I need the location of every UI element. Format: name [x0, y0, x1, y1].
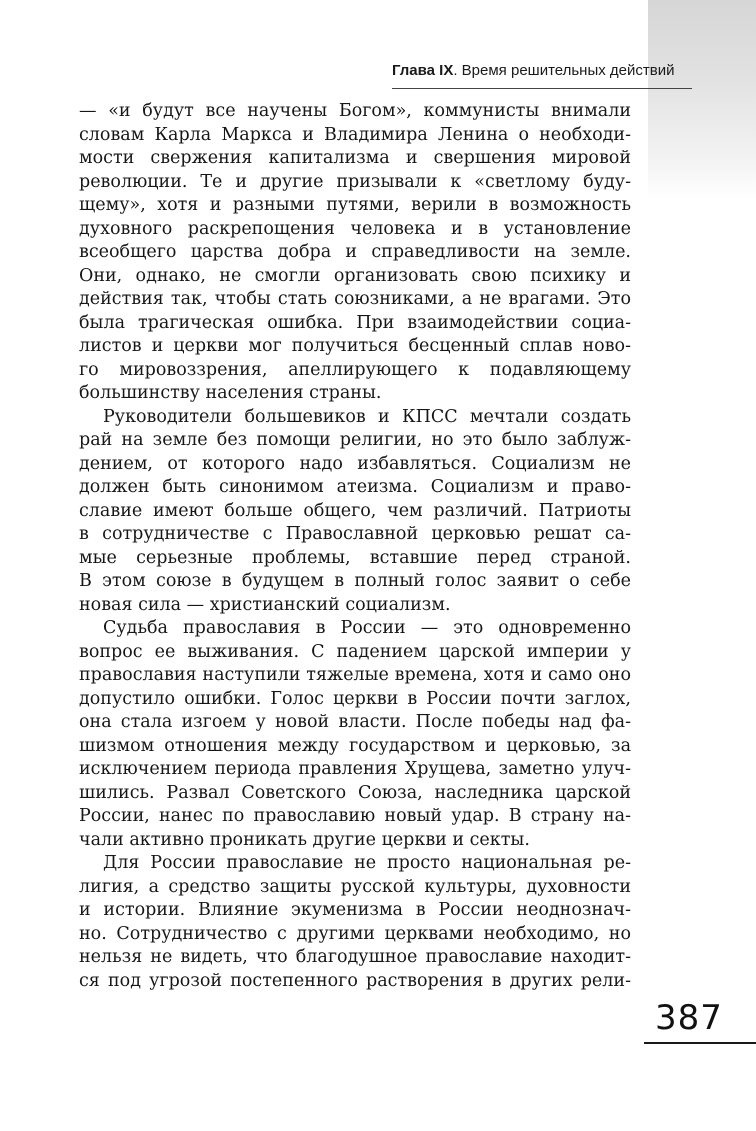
text-line: листов и церкви мог получиться бесценный сплав ново-	[79, 336, 631, 356]
text-line: должен быть синонимом атеизма. Социализм и право-	[79, 477, 631, 497]
text-line: чали активно проникать другие церкви и секты.	[79, 829, 530, 850]
text-line: духовного раскрепощения человека и в установление	[79, 218, 631, 239]
running-header	[392, 62, 692, 79]
page-number-rule	[644, 1042, 756, 1044]
text-line: была трагическая ошибка. При взаимодействии социа-	[79, 312, 631, 333]
paragraph	[79, 852, 631, 993]
text-line: новая сила — христианский социализм.	[79, 594, 451, 615]
text-line: действия так, чтобы стать союзниками, а не врагами. Это	[79, 289, 631, 309]
text-line: щему», хотя и разными путями, верили в возможность	[79, 195, 631, 215]
text-line: лигия, а средство защиты русской культуры, духовности	[79, 876, 631, 897]
text-line: Для России православие не просто национальная ре-	[103, 853, 631, 873]
text-line: Руководители большевиков и КПСС мечтали создать	[103, 406, 631, 427]
text-line: ся под угрозой постепенного растворения в других рели-	[79, 970, 631, 991]
text-line: православия наступили тяжелые времена, хотя и само оно	[79, 665, 631, 685]
text-line: всеобщего царства добра и справедливости на земле.	[79, 242, 631, 262]
paragraph	[79, 100, 631, 406]
text-line: дением, от которого надо избавляться. Социализм не	[79, 453, 631, 474]
page-number: 387	[655, 998, 723, 1038]
text-line: но. Сотрудничество с другими церквами необходимо, но	[79, 923, 631, 944]
text-line: Судьба православия в России — это одновременно	[103, 618, 631, 638]
text-line: мые серьезные проблемы, вставшие перед страной.	[79, 547, 631, 568]
text-line: словам Карла Маркса и Владимира Ленина о необходи-	[79, 124, 631, 145]
text-line: рай на земле без помощи религии, но это было заблуж-	[79, 430, 631, 450]
text-line: — «и будут все научены Богом», коммунисты внимали	[79, 101, 631, 121]
text-line: вопрос ее выживания. С падением царской империи у	[79, 641, 631, 662]
text-line: она стала изгоем у новой власти. После победы над фа-	[79, 712, 631, 732]
text-line: революции. Те и другие призывали к «светлому буду-	[79, 171, 631, 192]
text-line: нельзя не видеть, что благодушное православие находит-	[79, 947, 631, 967]
paragraph	[79, 406, 631, 618]
text-line: большинству населения страны.	[79, 383, 382, 403]
text-line: славие имеют больше общего, чем различий. Патриоты	[79, 500, 631, 521]
text-line: го мировоззрения, апеллирующего к подавляющему	[79, 359, 631, 380]
text-line: В этом союзе в будущем в полный голос заявит о себе	[79, 571, 631, 591]
text-line: мости свержения капитализма и свершения мировой	[79, 148, 631, 168]
paragraph	[79, 617, 631, 852]
chapter-title: . Время решительных действий	[453, 62, 675, 79]
text-line: шизмом отношения между государством и церковью, за	[79, 735, 631, 756]
text-line: исключением периода правления Хрущева, заметно улуч-	[79, 759, 631, 779]
chapter-label: Глава IX	[392, 62, 454, 79]
body-text	[79, 100, 631, 993]
text-line: допустило ошибки. Голос церкви в России почти заглох,	[79, 688, 631, 709]
header-rule	[392, 88, 692, 89]
text-line: в сотрудничестве с Православной церковью решат са-	[79, 524, 631, 544]
text-line: и истории. Влияние экуменизма в России неоднознач-	[79, 900, 631, 920]
page-corner-shading	[648, 0, 756, 200]
text-line: Они, однако, не смогли организовать свою психику и	[79, 265, 631, 286]
text-line: России, нанес по православию новый удар. В страну на-	[79, 806, 631, 826]
text-line: шились. Развал Советского Союза, наследника царской	[79, 782, 631, 803]
